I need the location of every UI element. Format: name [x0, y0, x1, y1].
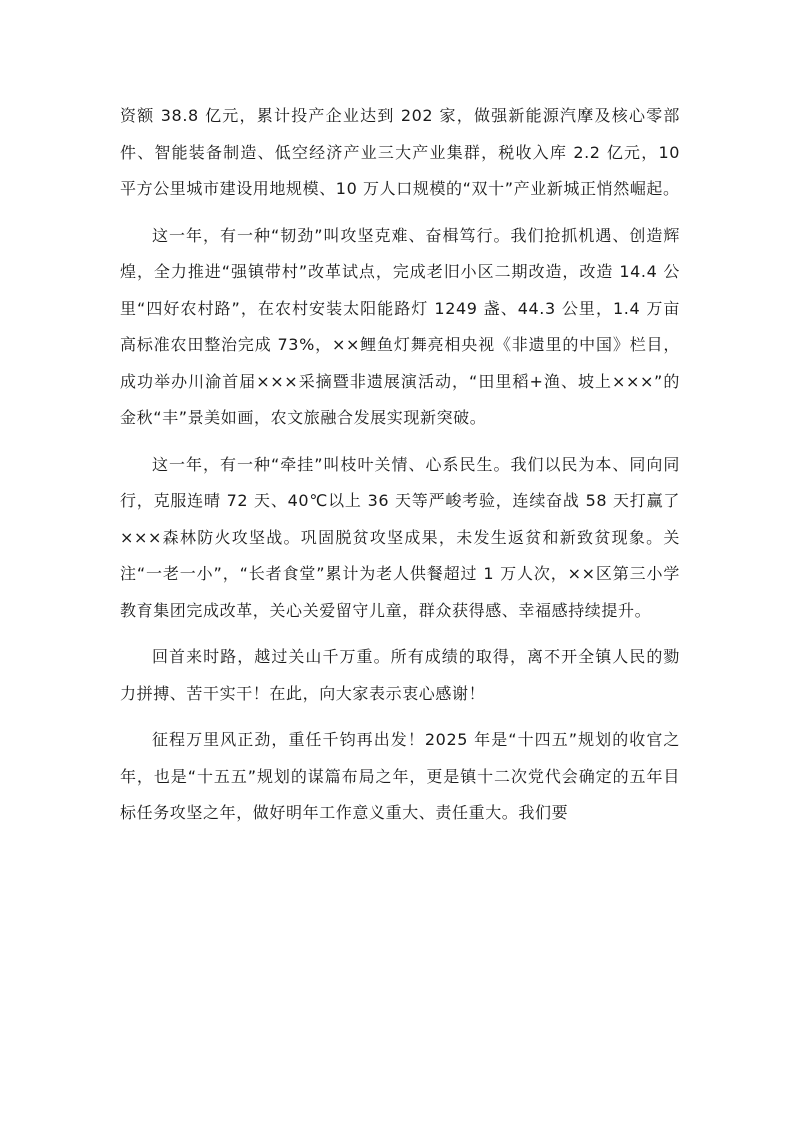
document-body	[120, 98, 680, 842]
paragraph-outlook: 征程万里风正劲，重任千钧再出发！2025 年是“十四五”规划的收官之年，也是“十五五”规划的谋篇布局之年，更是镇十二次党代会确定的五年目标任务攻坚之年，做好明年工作意义重大、责任重大。我们要	[120, 730, 680, 822]
paragraph-investment-summary: 资额 38.8 亿元，累计投产企业达到 202 家，做强新能源汽摩及核心零部件、智能装备制造、低空经济产业三大产业集群，税收入库 2.2 亿元，10 平方公里城市建设用地规模、10 万人口规模的“双十”产业新城正悄然崛起。	[120, 106, 680, 198]
paragraph-gratitude: 回首来时路，越过关山千万重。所有成绩的取得，离不开全镇人民的勠力拼搏、苦干实干！在此，向大家表示衷心感谢！	[120, 647, 680, 703]
paragraph-livelihood: 这一年，有一种“牵挂”叫枝叶关情、心系民生。我们以民为本、同向同行，克服连晴 72 天、40℃以上 36 天等严峻考验，连续奋战 58 天打赢了×××森林防火攻坚战。巩固脱贫攻坚成果，未发生返贫和新致贫现象。关注“一老一小”，“长者食堂”累计为老人供餐超过 1 万人次，××区第三小学教育集团完成改革，关心关爱留守儿童，群众获得感、幸福感持续提升。	[120, 454, 680, 620]
paragraph-resilience: 这一年，有一种“韧劲”叫攻坚克难、奋楫笃行。我们抢抓机遇、创造辉煌，全力推进“强镇带村”改革试点，完成老旧小区二期改造，改造 14.4 公里“四好农村路”，在农村安装太阳能路灯 1249 盏、44.3 公里，1.4 万亩高标准农田整治完成 73%，××鲤鱼灯舞亮相央视《非遗里的中国》栏目，成功举办川渝首届×××采摘暨非遗展演活动，“田里稻+渔、坡上×××”的金秋“丰”景美如画，农文旅融合发展实现新突破。	[120, 225, 680, 427]
